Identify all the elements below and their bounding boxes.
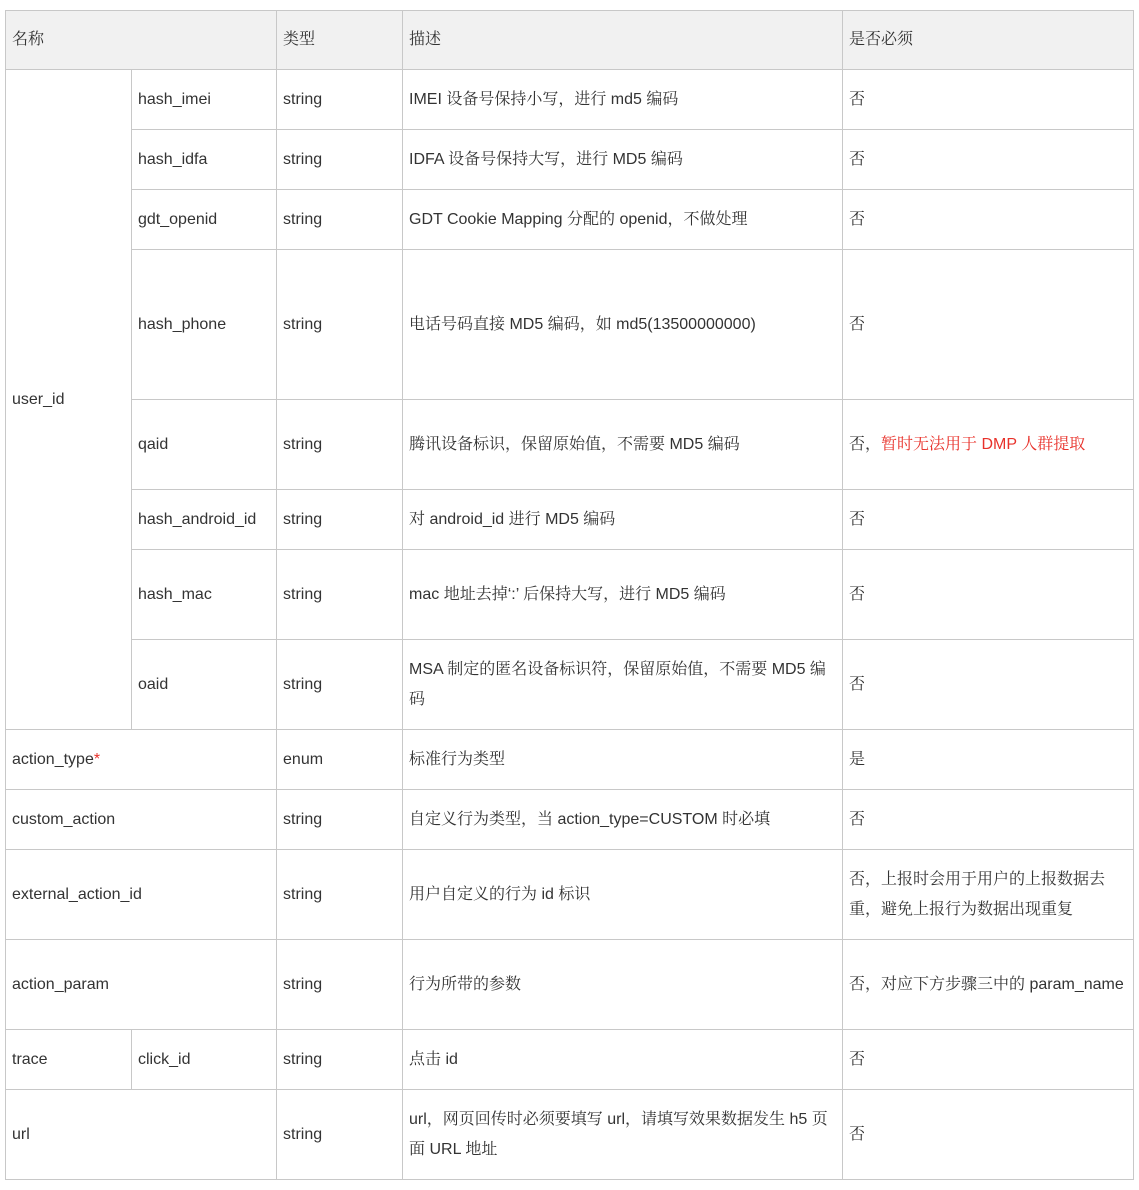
table-row xyxy=(6,1090,1134,1180)
header-type: 类型 xyxy=(277,11,403,70)
header-desc: 描述 xyxy=(403,11,843,70)
field-desc: mac 地址去掉‘:’ 后保持大写，进行 MD5 编码 xyxy=(403,550,843,640)
param-required: 否 xyxy=(843,1090,1134,1180)
field-name: click_id xyxy=(132,1030,277,1090)
param-required: 是 xyxy=(843,730,1134,790)
table-row xyxy=(6,250,1134,400)
field-desc: 对 android_id 进行 MD5 编码 xyxy=(403,490,843,550)
table-row xyxy=(6,850,1134,940)
field-required: 否 xyxy=(843,640,1134,730)
header-name: 名称 xyxy=(6,11,277,70)
user-id-cell: user_id xyxy=(6,70,132,730)
table-row xyxy=(6,640,1134,730)
param-desc: 点击 id xyxy=(403,1030,843,1090)
field-required: 否 xyxy=(843,130,1134,190)
table-row xyxy=(6,130,1134,190)
param-name xyxy=(6,730,277,790)
field-required xyxy=(843,400,1134,490)
param-name: custom_action xyxy=(6,790,277,850)
field-desc: IMEI 设备号保持小写，进行 md5 编码 xyxy=(403,70,843,130)
param-type: string xyxy=(277,1090,403,1180)
field-name: hash_mac xyxy=(132,550,277,640)
table-row xyxy=(6,70,1134,130)
field-desc: 电话号码直接 MD5 编码，如 md5(13500000000) xyxy=(403,250,843,400)
param-type: string xyxy=(277,790,403,850)
field-type: string xyxy=(277,490,403,550)
param-type: string xyxy=(277,1030,403,1090)
field-required: 否 xyxy=(843,490,1134,550)
param-type: string xyxy=(277,850,403,940)
field-required: 否 xyxy=(843,70,1134,130)
table-row xyxy=(6,730,1134,790)
field-name: oaid xyxy=(132,640,277,730)
param-name: action_param xyxy=(6,940,277,1030)
required-value: 否， xyxy=(849,435,882,453)
param-type: enum xyxy=(277,730,403,790)
param-desc: 自定义行为类型，当 action_type=CUSTOM 时必填 xyxy=(403,790,843,850)
field-type: string xyxy=(277,190,403,250)
table-row xyxy=(6,400,1134,490)
param-required: 否，对应下方步骤三中的 param_name xyxy=(843,940,1134,1030)
param-required: 否 xyxy=(843,790,1134,850)
param-name-text: action_type xyxy=(12,750,94,768)
field-name: hash_android_id xyxy=(132,490,277,550)
field-type: string xyxy=(277,550,403,640)
field-name: hash_imei xyxy=(132,70,277,130)
table-row xyxy=(6,550,1134,640)
field-type: string xyxy=(277,640,403,730)
field-desc: MSA 制定的匿名设备标识符，保留原始值，不需要 MD5 编码 xyxy=(403,640,843,730)
header-required: 是否必须 xyxy=(843,11,1134,70)
table-row xyxy=(6,790,1134,850)
table-row xyxy=(6,490,1134,550)
header-row xyxy=(6,11,1134,70)
field-name: hash_phone xyxy=(132,250,277,400)
required-note: 暂时无法用于 DMP 人群提取 xyxy=(881,435,1086,453)
param-required: 否 xyxy=(843,1030,1134,1090)
param-desc: 标准行为类型 xyxy=(403,730,843,790)
field-type: string xyxy=(277,70,403,130)
field-name: hash_idfa xyxy=(132,130,277,190)
field-type: string xyxy=(277,250,403,400)
param-desc: 行为所带的参数 xyxy=(403,940,843,1030)
table-row xyxy=(6,190,1134,250)
param-type: string xyxy=(277,940,403,1030)
field-required: 否 xyxy=(843,250,1134,400)
field-desc: GDT Cookie Mapping 分配的 openid，不做处理 xyxy=(403,190,843,250)
param-desc: url，网页回传时必须要填写 url，请填写效果数据发生 h5 页面 URL 地址 xyxy=(403,1090,843,1180)
param-name: url xyxy=(6,1090,277,1180)
table-row xyxy=(6,1030,1134,1090)
field-type: string xyxy=(277,130,403,190)
param-desc: 用户自定义的行为 id 标识 xyxy=(403,850,843,940)
field-name: gdt_openid xyxy=(132,190,277,250)
field-desc: 腾讯设备标识，保留原始值，不需要 MD5 编码 xyxy=(403,400,843,490)
field-desc: IDFA 设备号保持大写，进行 MD5 编码 xyxy=(403,130,843,190)
param-required: 否，上报时会用于用户的上报数据去重，避免上报行为数据出现重复 xyxy=(843,850,1134,940)
required-star: * xyxy=(93,750,101,768)
field-type: string xyxy=(277,400,403,490)
param-name: trace xyxy=(6,1030,132,1090)
field-required: 否 xyxy=(843,550,1134,640)
field-name: qaid xyxy=(132,400,277,490)
param-name: external_action_id xyxy=(6,850,277,940)
table-row xyxy=(6,940,1134,1030)
parameter-table xyxy=(5,10,1134,1180)
field-required: 否 xyxy=(843,190,1134,250)
